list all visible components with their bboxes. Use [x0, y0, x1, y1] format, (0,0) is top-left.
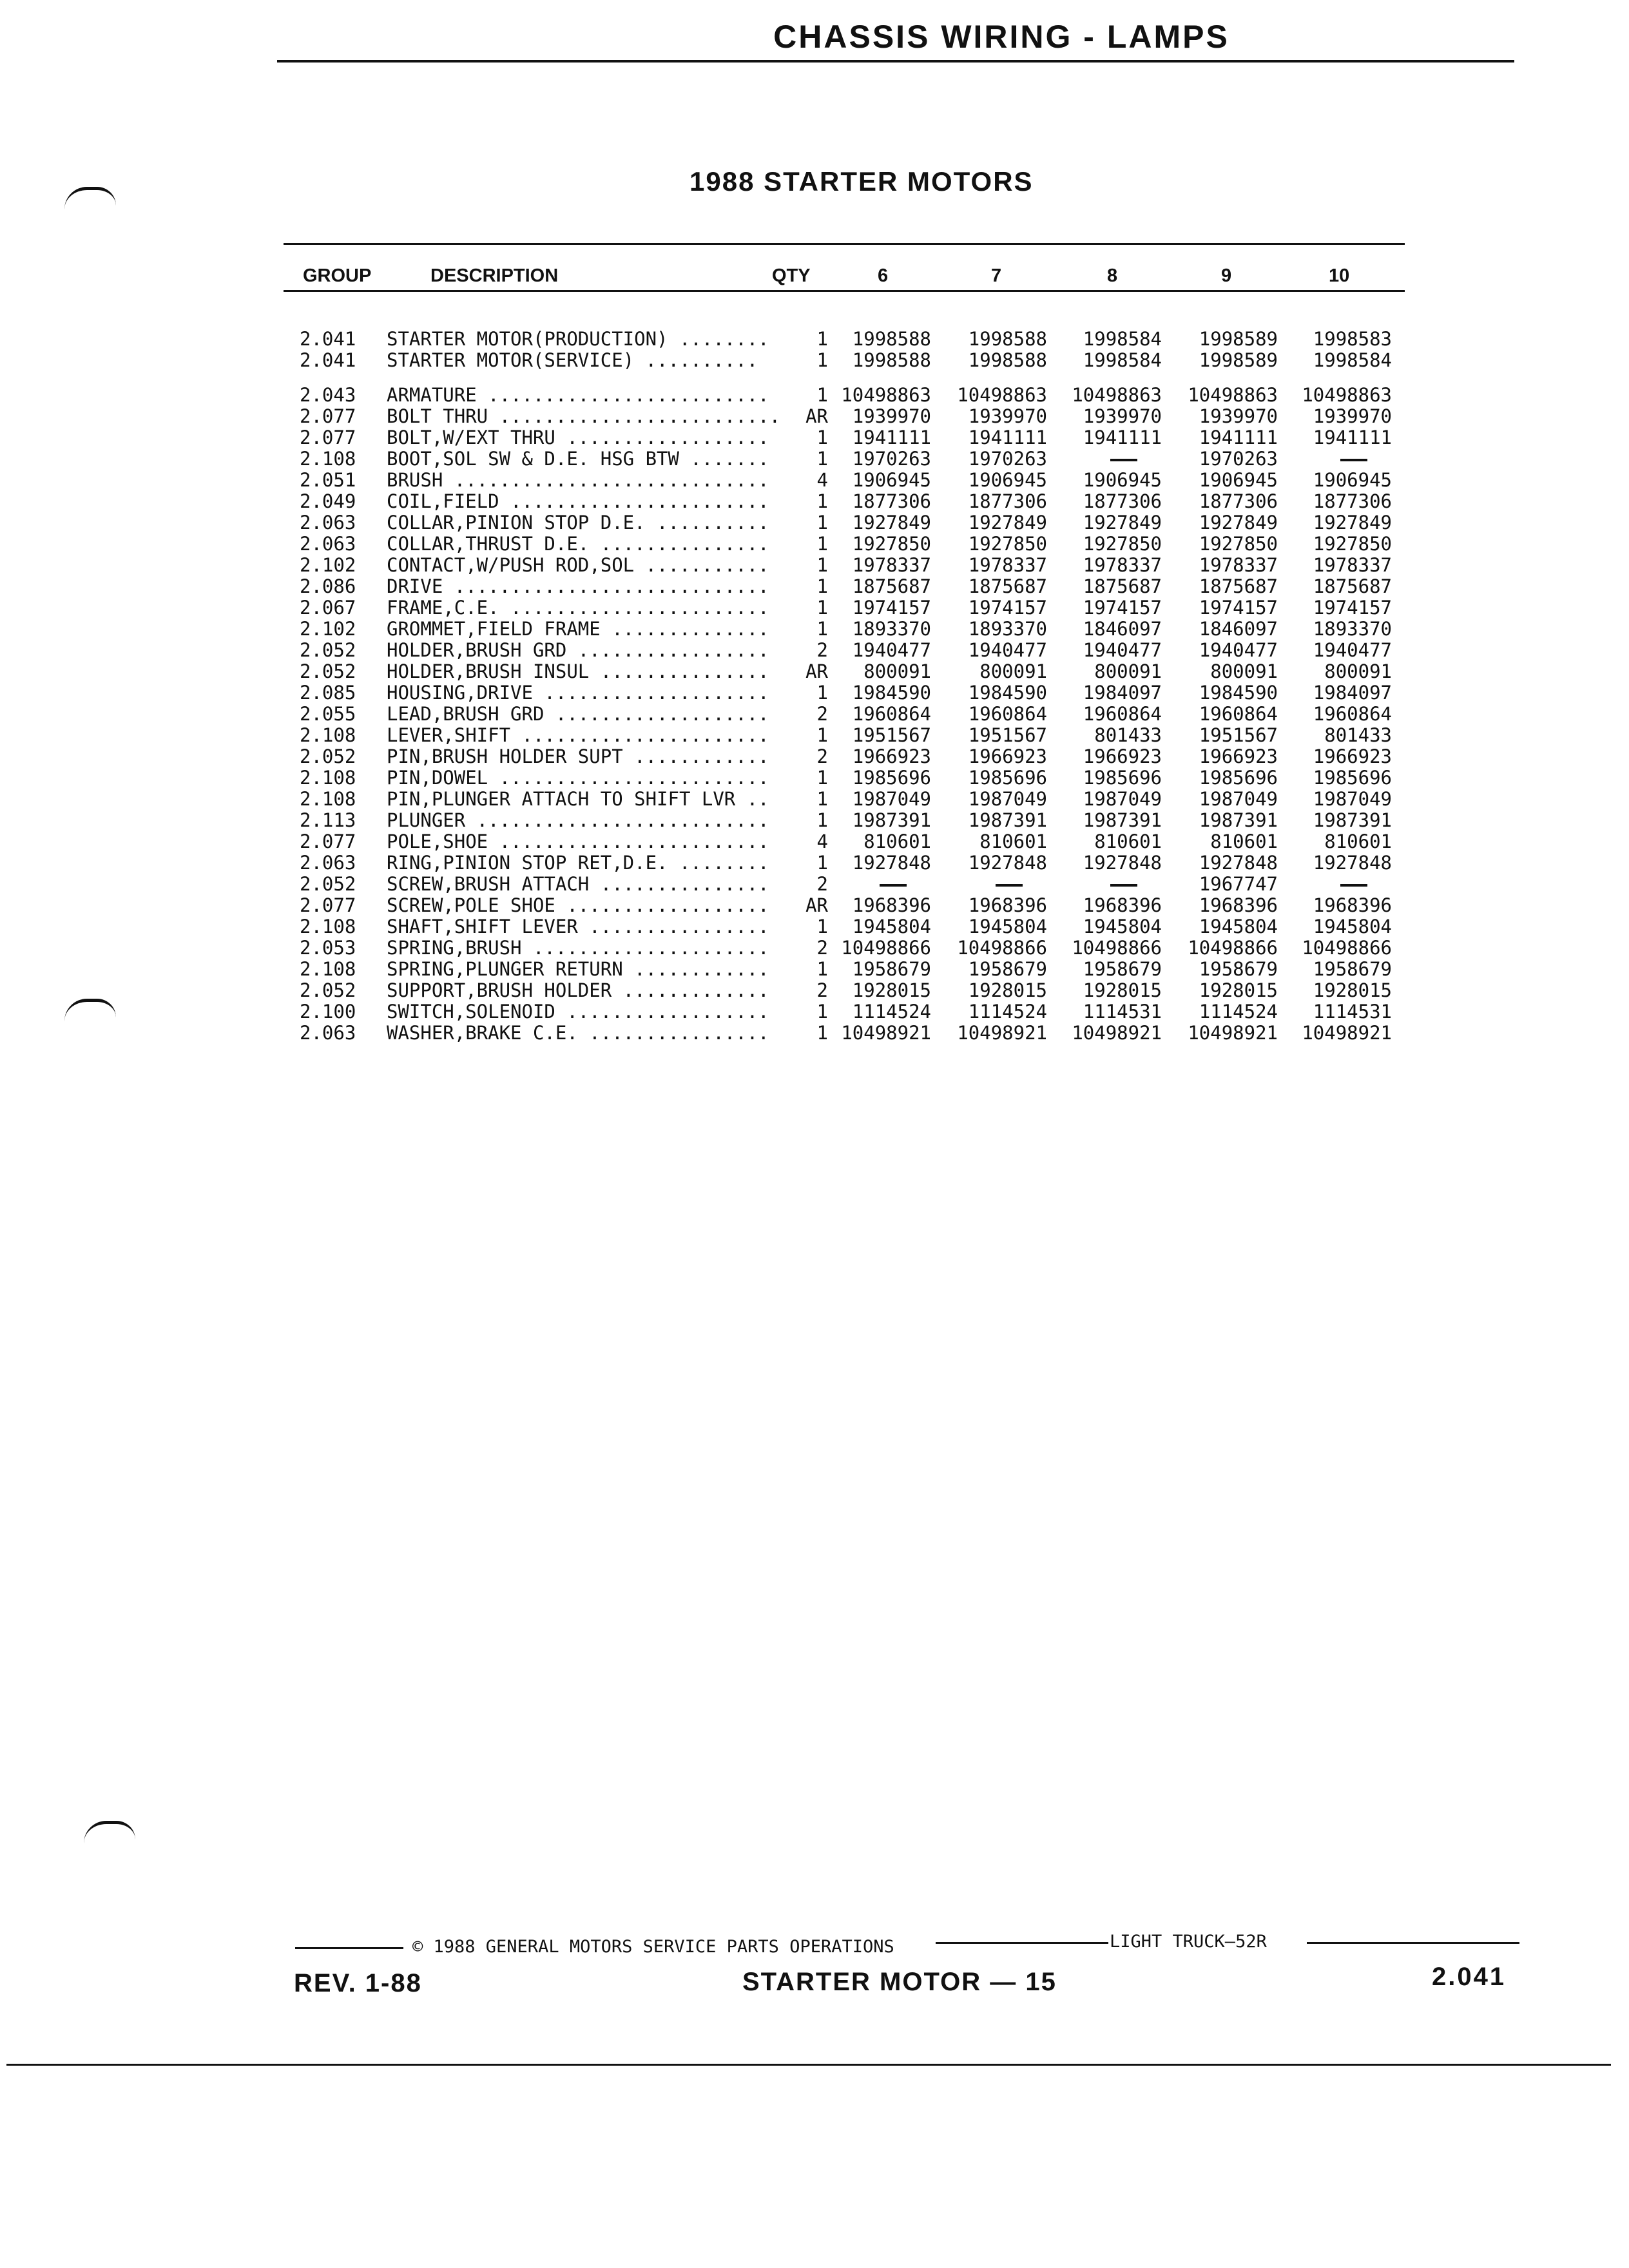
dash-mark	[1340, 884, 1367, 887]
part-number-cell: 1987049	[1083, 788, 1162, 810]
part-number-cell: 1958679	[1313, 958, 1392, 980]
dash-mark	[1340, 459, 1367, 461]
group-cell: 2.077	[300, 831, 356, 852]
part-number-cell: 1846097	[1199, 618, 1278, 640]
part-number-cell: 1984590	[1199, 682, 1278, 704]
part-number-cell: 1906945	[968, 469, 1047, 491]
part-number-cell: 1927849	[968, 512, 1047, 533]
not-applicable-dash	[1276, 874, 1392, 895]
part-number-cell: 1875687	[968, 575, 1047, 597]
not-applicable-dash	[931, 874, 1047, 895]
description-cell: WASHER,BRAKE C.E. ................	[387, 1023, 769, 1044]
qty-cell: 1	[816, 575, 828, 597]
part-number-cell: 1928015	[852, 979, 931, 1001]
group-cell: 2.067	[300, 597, 356, 619]
part-number-cell: 1960864	[1083, 703, 1162, 725]
part-number-cell: 1927848	[1313, 852, 1392, 874]
binder-hole-mark	[64, 187, 116, 209]
part-number-cell: 10498866	[841, 937, 931, 959]
part-number-cell: 1968396	[1313, 894, 1392, 916]
part-number-cell: 1998589	[1199, 328, 1278, 350]
group-cell: 2.077	[300, 894, 356, 916]
qty-cell: 1	[816, 512, 828, 533]
part-number-cell: 1875687	[852, 575, 931, 597]
part-number-cell: 1998588	[852, 328, 931, 350]
part-number-cell: 10498921	[841, 1022, 931, 1044]
binder-hole-mark	[64, 999, 116, 1021]
part-number-cell: 1906945	[1199, 469, 1278, 491]
part-number-cell: 1958679	[852, 958, 931, 980]
page-header-title: CHASSIS WIRING - LAMPS	[773, 19, 1229, 55]
part-number-cell: 1974157	[1313, 597, 1392, 619]
description-cell: LEAD,BRUSH GRD ...................	[387, 704, 769, 725]
part-number-cell: 1945804	[1313, 916, 1392, 937]
description-cell: GROMMET,FIELD FRAME ..............	[387, 619, 769, 640]
part-number-cell: 1928015	[1313, 979, 1392, 1001]
group-cell: 2.102	[300, 618, 356, 640]
part-number-cell: 1945804	[1083, 916, 1162, 937]
footer-copyright: © 1988 GENERAL MOTORS SERVICE PARTS OPERATIONS	[412, 1937, 894, 1957]
part-number-cell: 1114524	[968, 1001, 1047, 1023]
part-number-cell: 1927848	[1083, 852, 1162, 874]
group-cell: 2.108	[300, 767, 356, 789]
part-number-cell: 810601	[1094, 831, 1162, 852]
part-number-cell: 1927849	[1083, 512, 1162, 533]
part-number-cell: 1987391	[1199, 809, 1278, 831]
part-number-cell: 1906945	[1313, 469, 1392, 491]
qty-cell: 2	[816, 703, 828, 725]
part-number-cell: 1951567	[1199, 724, 1278, 746]
part-number-cell: 1998589	[1199, 349, 1278, 371]
part-number-cell: 1940477	[1313, 639, 1392, 661]
qty-cell: 2	[816, 979, 828, 1001]
dash-mark	[1110, 884, 1137, 887]
group-cell: 2.100	[300, 1001, 356, 1023]
part-number-cell: 1984097	[1083, 682, 1162, 704]
part-number-cell: 1960864	[968, 703, 1047, 725]
part-number-cell: 1985696	[968, 767, 1047, 789]
part-number-cell: 1941111	[1083, 427, 1162, 448]
description-cell: COLLAR,THRUST D.E. ...............	[387, 533, 769, 555]
part-number-cell: 1940477	[1199, 639, 1278, 661]
part-number-cell: 10498866	[1072, 937, 1162, 959]
part-number-cell: 1114524	[1199, 1001, 1278, 1023]
part-number-cell: 10498863	[1072, 384, 1162, 406]
part-number-cell: 10498921	[1188, 1022, 1278, 1044]
footer-rule-middle	[936, 1942, 1108, 1944]
part-number-cell: 1940477	[852, 639, 931, 661]
col-header-qty: QTY	[772, 265, 811, 286]
part-number-cell: 1985696	[1313, 767, 1392, 789]
group-cell: 2.108	[300, 448, 356, 470]
part-number-cell: 1939970	[1199, 405, 1278, 427]
description-cell: BRUSH ............................	[387, 470, 769, 491]
description-cell: PLUNGER ..........................	[387, 810, 769, 831]
description-cell: SPRING,PLUNGER RETURN ............	[387, 959, 769, 980]
part-number-cell: 1968396	[1199, 894, 1278, 916]
part-number-cell: 1970263	[1199, 448, 1278, 470]
qty-cell: 1	[816, 682, 828, 704]
description-cell: SHAFT,SHIFT LEVER ................	[387, 916, 769, 937]
part-number-cell: 10498863	[957, 384, 1047, 406]
part-number-cell: 1958679	[1083, 958, 1162, 980]
part-number-cell: 1985696	[852, 767, 931, 789]
part-number-cell: 1967747	[1199, 873, 1278, 895]
part-number-cell: 1941111	[852, 427, 931, 448]
part-number-cell: 1940477	[968, 639, 1047, 661]
part-number-cell: 810601	[1324, 831, 1392, 852]
group-cell: 2.077	[300, 405, 356, 427]
group-cell: 2.051	[300, 469, 356, 491]
group-cell: 2.102	[300, 554, 356, 576]
section-title: 1988 STARTER MOTORS	[689, 166, 1034, 197]
part-number-cell: 1951567	[852, 724, 931, 746]
part-number-cell: 1968396	[852, 894, 931, 916]
qty-cell: 1	[816, 597, 828, 619]
footer-revision: REV. 1-88	[294, 1969, 422, 1997]
description-cell: PIN,DOWEL ........................	[387, 767, 769, 789]
col-header-model-10: 10	[1329, 265, 1350, 286]
part-number-cell: 1958679	[1199, 958, 1278, 980]
group-cell: 2.041	[300, 349, 356, 371]
qty-cell: 1	[816, 852, 828, 874]
part-number-cell: 1927849	[1199, 512, 1278, 533]
part-number-cell: 800091	[1094, 660, 1162, 682]
group-cell: 2.085	[300, 682, 356, 704]
description-cell: ARMATURE .........................	[387, 385, 769, 406]
part-number-cell: 1945804	[1199, 916, 1278, 937]
part-number-cell: 1960864	[1313, 703, 1392, 725]
qty-cell: 1	[816, 1001, 828, 1023]
binder-hole-mark	[84, 1821, 135, 1843]
part-number-cell: 810601	[979, 831, 1047, 852]
description-cell: COLLAR,PINION STOP D.E. ..........	[387, 512, 769, 533]
part-number-cell: 1877306	[1083, 490, 1162, 512]
part-number-cell: 1927850	[1313, 533, 1392, 555]
group-cell: 2.043	[300, 384, 356, 406]
part-number-cell: 1974157	[1083, 597, 1162, 619]
qty-cell: 1	[816, 958, 828, 980]
part-number-cell: 1927850	[852, 533, 931, 555]
part-number-cell: 1987391	[1083, 809, 1162, 831]
qty-cell: AR	[805, 894, 828, 916]
part-number-cell: 1998588	[852, 349, 931, 371]
footer-page-number: 2.041	[1432, 1963, 1507, 1991]
part-number-cell: 1114531	[1083, 1001, 1162, 1023]
part-number-cell: 1978337	[1083, 554, 1162, 576]
part-number-cell: 1927849	[852, 512, 931, 533]
qty-cell: 4	[816, 831, 828, 852]
not-applicable-dash	[1046, 448, 1162, 470]
part-number-cell: 1875687	[1199, 575, 1278, 597]
part-number-cell: 1978337	[968, 554, 1047, 576]
part-number-cell: 810601	[863, 831, 931, 852]
part-number-cell: 10498863	[841, 384, 931, 406]
part-number-cell: 1970263	[968, 448, 1047, 470]
part-number-cell: 1984097	[1313, 682, 1392, 704]
group-cell: 2.052	[300, 979, 356, 1001]
qty-cell: 1	[816, 554, 828, 576]
description-cell: HOLDER,BRUSH INSUL ...............	[387, 661, 769, 682]
part-number-cell: 1945804	[852, 916, 931, 937]
group-cell: 2.049	[300, 490, 356, 512]
part-number-cell: 1985696	[1199, 767, 1278, 789]
part-number-cell: 1927850	[968, 533, 1047, 555]
part-number-cell: 1940477	[1083, 639, 1162, 661]
col-header-model-6: 6	[878, 265, 889, 286]
not-applicable-dash	[1276, 448, 1392, 470]
part-number-cell: 800091	[979, 660, 1047, 682]
part-number-cell: 1966923	[1083, 745, 1162, 767]
part-number-cell: 1998584	[1313, 349, 1392, 371]
part-number-cell: 1978337	[1313, 554, 1392, 576]
part-number-cell: 800091	[1324, 660, 1392, 682]
table-header-rule	[284, 290, 1405, 292]
group-cell: 2.063	[300, 852, 356, 874]
part-number-cell: 1951567	[968, 724, 1047, 746]
qty-cell: 1	[816, 533, 828, 555]
part-number-cell: 1987049	[852, 788, 931, 810]
part-number-cell: 1987391	[852, 809, 931, 831]
not-applicable-dash	[1046, 874, 1162, 895]
group-cell: 2.055	[300, 703, 356, 725]
description-cell: BOLT,W/EXT THRU ..................	[387, 427, 769, 448]
part-number-cell: 1893370	[1313, 618, 1392, 640]
description-cell: HOLDER,BRUSH GRD .................	[387, 640, 769, 661]
part-number-cell: 10498866	[1188, 937, 1278, 959]
group-cell: 2.063	[300, 1022, 356, 1044]
group-cell: 2.052	[300, 639, 356, 661]
part-number-cell: 1998584	[1083, 328, 1162, 350]
qty-cell: 1	[816, 916, 828, 937]
qty-cell: 1	[816, 427, 828, 448]
description-cell: PIN,PLUNGER ATTACH TO SHIFT LVR ..	[387, 789, 769, 810]
col-header-model-8: 8	[1107, 265, 1118, 286]
part-number-cell: 1966923	[1199, 745, 1278, 767]
qty-cell: 1	[816, 788, 828, 810]
description-cell: SWITCH,SOLENOID ..................	[387, 1001, 769, 1023]
part-number-cell: 1984590	[968, 682, 1047, 704]
part-number-cell: 1960864	[852, 703, 931, 725]
qty-cell: 2	[816, 937, 828, 959]
part-number-cell: 1968396	[968, 894, 1047, 916]
group-cell: 2.108	[300, 916, 356, 937]
part-number-cell: 1939970	[968, 405, 1047, 427]
part-number-cell: 1877306	[1313, 490, 1392, 512]
group-cell: 2.052	[300, 745, 356, 767]
part-number-cell: 1939970	[852, 405, 931, 427]
description-cell: PIN,BRUSH HOLDER SUPT ............	[387, 746, 769, 767]
part-number-cell: 1974157	[852, 597, 931, 619]
part-number-cell: 1966923	[852, 745, 931, 767]
part-number-cell: 1958679	[968, 958, 1047, 980]
part-number-cell: 1877306	[1199, 490, 1278, 512]
footer-product: LIGHT TRUCK—52R	[1110, 1932, 1267, 1952]
group-cell: 2.108	[300, 958, 356, 980]
qty-cell: 1	[816, 349, 828, 371]
qty-cell: 1	[816, 490, 828, 512]
group-cell: 2.063	[300, 533, 356, 555]
qty-cell: 1	[816, 384, 828, 406]
part-number-cell: 1875687	[1083, 575, 1162, 597]
qty-cell: 4	[816, 469, 828, 491]
group-cell: 2.063	[300, 512, 356, 533]
part-number-cell: 10498866	[1302, 937, 1392, 959]
header-rule	[277, 60, 1514, 62]
qty-cell: 1	[816, 767, 828, 789]
part-number-cell: 1978337	[1199, 554, 1278, 576]
description-cell: SCREW,POLE SHOE ..................	[387, 895, 769, 916]
col-header-model-7: 7	[991, 265, 1002, 286]
part-number-cell: 1927848	[1199, 852, 1278, 874]
group-cell: 2.113	[300, 809, 356, 831]
qty-cell: 1	[816, 328, 828, 350]
part-number-cell: 1928015	[968, 979, 1047, 1001]
part-number-cell: 1998588	[968, 349, 1047, 371]
qty-cell: 1	[816, 1022, 828, 1044]
qty-cell: 2	[816, 873, 828, 895]
part-number-cell: 1928015	[1083, 979, 1162, 1001]
part-number-cell: 10498921	[1302, 1022, 1392, 1044]
part-number-cell: 1877306	[852, 490, 931, 512]
part-number-cell: 1846097	[1083, 618, 1162, 640]
part-number-cell: 1114531	[1313, 1001, 1392, 1023]
part-number-cell: 1998588	[968, 328, 1047, 350]
part-number-cell: 1966923	[1313, 745, 1392, 767]
part-number-cell: 10498921	[1072, 1022, 1162, 1044]
part-number-cell: 1987391	[968, 809, 1047, 831]
part-number-cell: 1927848	[968, 852, 1047, 874]
part-number-cell: 1974157	[968, 597, 1047, 619]
part-number-cell: 1978337	[852, 554, 931, 576]
description-cell: RING,PINION STOP RET,D.E. ........	[387, 852, 769, 874]
qty-cell: 1	[816, 724, 828, 746]
table-top-rule	[284, 243, 1405, 245]
part-number-cell: 1114524	[852, 1001, 931, 1023]
part-number-cell: 1941111	[1313, 427, 1392, 448]
part-number-cell: 1906945	[1083, 469, 1162, 491]
description-cell: DRIVE ............................	[387, 576, 769, 597]
part-number-cell: 10498866	[957, 937, 1047, 959]
part-number-cell: 1974157	[1199, 597, 1278, 619]
description-cell: SPRING,BRUSH .....................	[387, 937, 769, 959]
group-cell: 2.052	[300, 873, 356, 895]
part-number-cell: 800091	[863, 660, 931, 682]
description-cell: FRAME,C.E. .......................	[387, 597, 769, 619]
part-number-cell: 1987049	[1199, 788, 1278, 810]
group-cell: 2.052	[300, 660, 356, 682]
dash-mark	[1110, 459, 1137, 461]
part-number-cell: 10498863	[1302, 384, 1392, 406]
part-number-cell: 1984590	[852, 682, 931, 704]
part-number-cell: 1998584	[1083, 349, 1162, 371]
part-number-cell: 10498921	[957, 1022, 1047, 1044]
part-number-cell: 1928015	[1199, 979, 1278, 1001]
part-number-cell: 1927848	[852, 852, 931, 874]
part-number-cell: 10498863	[1188, 384, 1278, 406]
part-number-cell: 801433	[1324, 724, 1392, 746]
part-number-cell: 1970263	[852, 448, 931, 470]
qty-cell: AR	[805, 660, 828, 682]
part-number-cell: 1877306	[968, 490, 1047, 512]
description-cell: SUPPORT,BRUSH HOLDER .............	[387, 980, 769, 1001]
part-number-cell: 1875687	[1313, 575, 1392, 597]
dash-mark	[880, 884, 907, 887]
description-cell: COIL,FIELD .......................	[387, 491, 769, 512]
part-number-cell: 1927850	[1083, 533, 1162, 555]
group-cell: 2.077	[300, 427, 356, 448]
qty-cell: AR	[805, 405, 828, 427]
part-number-cell: 1945804	[968, 916, 1047, 937]
description-cell: SCREW,BRUSH ATTACH ...............	[387, 874, 769, 895]
part-number-cell: 1987049	[968, 788, 1047, 810]
footer-rule-right	[1307, 1942, 1519, 1944]
group-cell: 2.053	[300, 937, 356, 959]
part-number-cell: 1998583	[1313, 328, 1392, 350]
part-number-cell: 801433	[1094, 724, 1162, 746]
group-cell: 2.041	[300, 328, 356, 350]
part-number-cell: 800091	[1210, 660, 1278, 682]
col-header-model-9: 9	[1221, 265, 1232, 286]
col-header-description: DESCRIPTION	[430, 265, 559, 286]
col-header-group: GROUP	[303, 265, 372, 286]
not-applicable-dash	[815, 874, 931, 895]
description-cell: CONTACT,W/PUSH ROD,SOL ...........	[387, 555, 769, 576]
part-number-cell: 1985696	[1083, 767, 1162, 789]
description-cell: HOUSING,DRIVE ....................	[387, 682, 769, 704]
qty-cell: 1	[816, 448, 828, 470]
part-number-cell: 810601	[1210, 831, 1278, 852]
part-number-cell: 1939970	[1083, 405, 1162, 427]
part-number-cell: 1960864	[1199, 703, 1278, 725]
group-cell: 2.108	[300, 788, 356, 810]
part-number-cell: 1987049	[1313, 788, 1392, 810]
qty-cell: 2	[816, 639, 828, 661]
bottom-rule	[6, 2064, 1611, 2066]
group-cell: 2.108	[300, 724, 356, 746]
description-cell: LEVER,SHIFT ......................	[387, 725, 769, 746]
qty-cell: 2	[816, 745, 828, 767]
qty-cell: 1	[816, 618, 828, 640]
description-cell: BOOT,SOL SW & D.E. HSG BTW .......	[387, 448, 769, 470]
description-cell: STARTER MOTOR(PRODUCTION) ........	[387, 329, 769, 350]
description-cell: STARTER MOTOR(SERVICE) ..........	[387, 350, 758, 371]
part-number-cell: 1927850	[1199, 533, 1278, 555]
part-number-cell: 1939970	[1313, 405, 1392, 427]
dash-mark	[996, 884, 1023, 887]
part-number-cell: 1941111	[1199, 427, 1278, 448]
part-number-cell: 1927849	[1313, 512, 1392, 533]
part-number-cell: 1893370	[968, 618, 1047, 640]
part-number-cell: 1941111	[968, 427, 1047, 448]
group-cell: 2.086	[300, 575, 356, 597]
part-number-cell: 1968396	[1083, 894, 1162, 916]
footer-section: STARTER MOTOR — 15	[742, 1968, 1057, 1996]
footer-rule-left	[295, 1947, 403, 1949]
part-number-cell: 1906945	[852, 469, 931, 491]
description-cell: BOLT THRU .........................	[387, 406, 781, 427]
part-number-cell: 1966923	[968, 745, 1047, 767]
part-number-cell: 1893370	[852, 618, 931, 640]
qty-cell: 1	[816, 809, 828, 831]
part-number-cell: 1987391	[1313, 809, 1392, 831]
description-cell: POLE,SHOE ........................	[387, 831, 769, 852]
